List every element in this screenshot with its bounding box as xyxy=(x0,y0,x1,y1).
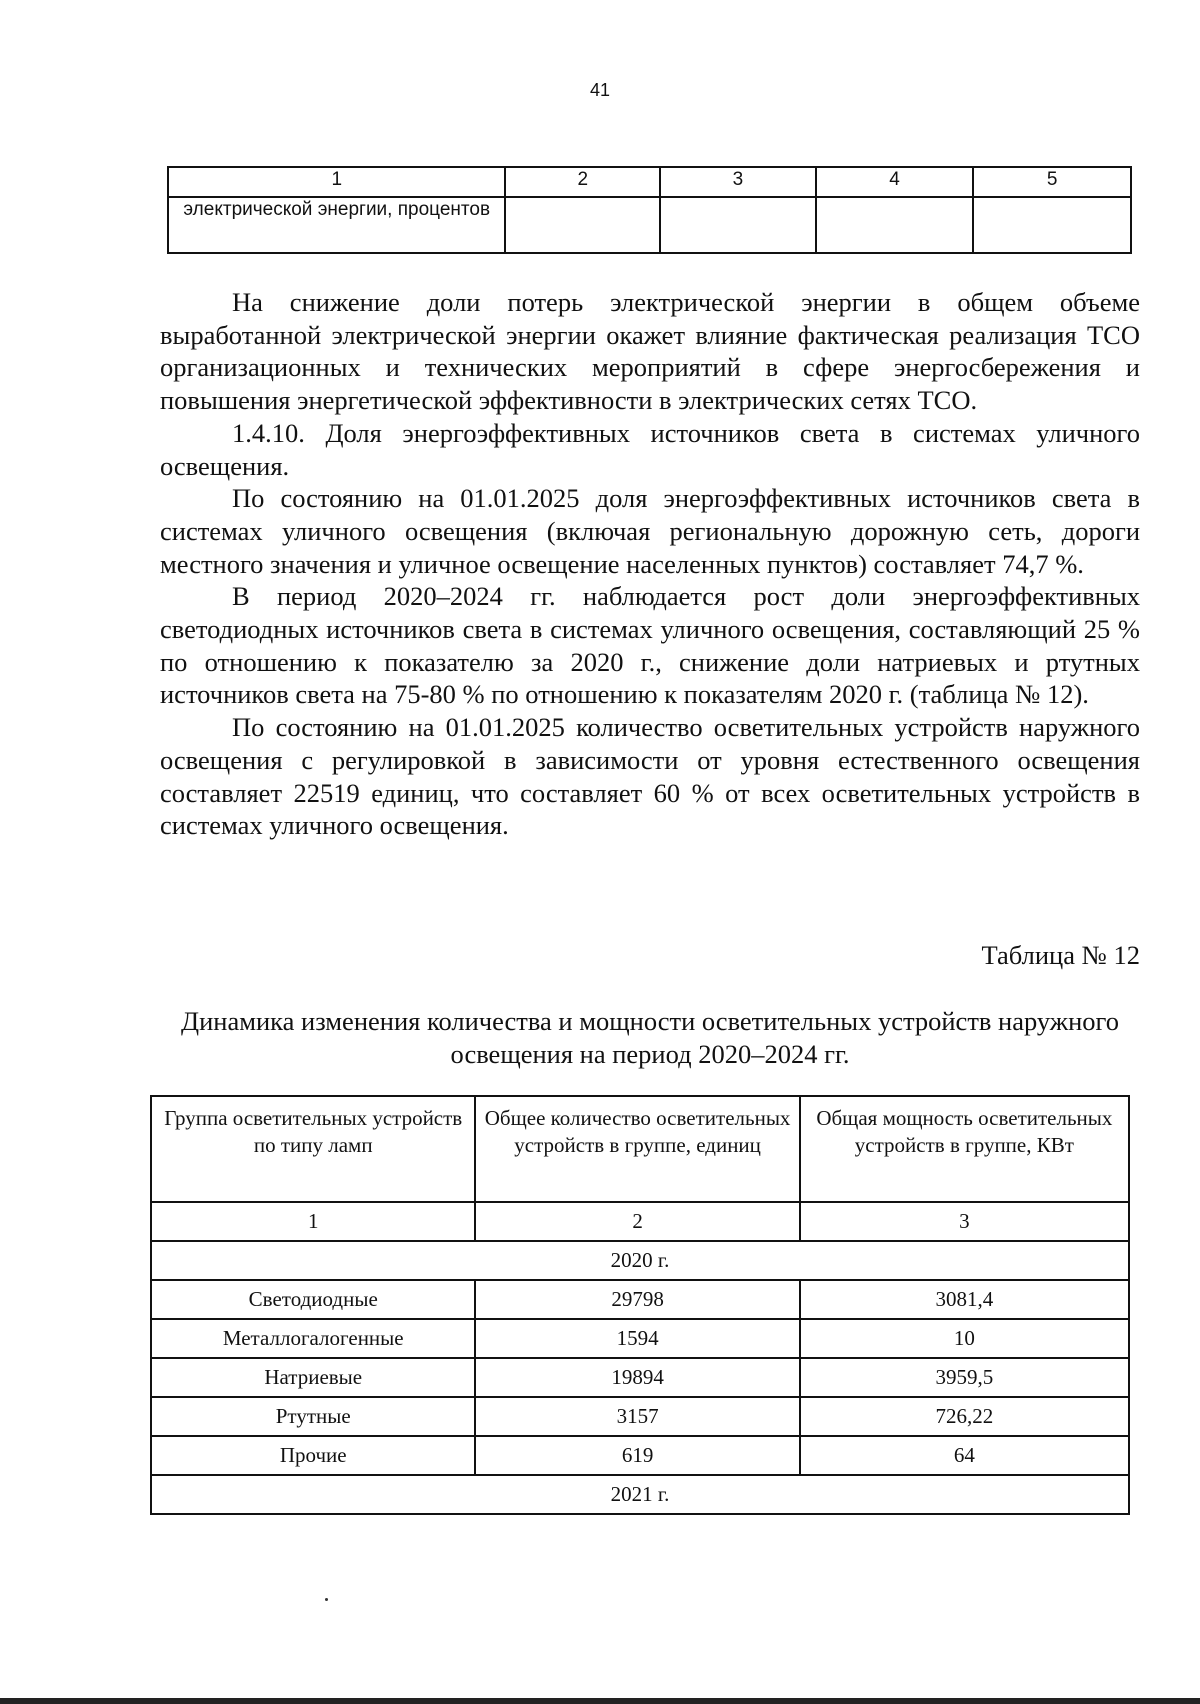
power-cell: 10 xyxy=(800,1319,1129,1358)
section-heading-1-4-10: 1.4.10. Доля энергоэффективных источников света в системах уличного освещения. xyxy=(160,417,1140,481)
table-row xyxy=(151,1358,1129,1397)
header-power: Общая мощность осветительных устройств в группе, КВт xyxy=(800,1096,1129,1202)
page-number: 41 xyxy=(589,80,611,100)
column-number: 1 xyxy=(151,1202,475,1241)
body-text xyxy=(160,286,1140,842)
count-cell: 1594 xyxy=(475,1319,799,1358)
table-cell xyxy=(816,197,974,253)
continued-table-row xyxy=(168,197,1131,253)
year-2021-cell: 2021 г. xyxy=(151,1475,1129,1514)
table-row xyxy=(151,1280,1129,1319)
table-row xyxy=(151,1397,1129,1436)
lamp-group-cell: Натриевые xyxy=(151,1358,475,1397)
count-cell: 3157 xyxy=(475,1397,799,1436)
table-cell xyxy=(973,197,1131,253)
lighting-devices-table xyxy=(150,1095,1130,1515)
paragraph-losses: На снижение доли потерь электрической энергии в общем объеме выработанной электрической энергии окажет влияние фактическая реализация ТСО организационных и технических мероприятий в сфере энергосбережения и повышения энергетической эффективности в электрических сетях ТСО. xyxy=(160,287,1140,416)
lamp-group-cell: Металлогалогенные xyxy=(151,1319,475,1358)
lamp-group-cell: Ртутные xyxy=(151,1397,475,1436)
year-row xyxy=(151,1241,1129,1280)
header-count: Общее количество осветительных устройств в группе, единиц xyxy=(475,1096,799,1202)
scan-bottom-edge xyxy=(0,1698,1200,1704)
power-cell: 3959,5 xyxy=(800,1358,1129,1397)
power-cell: 64 xyxy=(800,1436,1129,1475)
column-number: 4 xyxy=(816,167,974,197)
column-number: 3 xyxy=(660,167,816,197)
indicator-name-cell: электрической энергии, процентов xyxy=(168,197,505,253)
table-cell xyxy=(660,197,816,253)
continued-table xyxy=(167,166,1132,254)
column-number: 3 xyxy=(800,1202,1129,1241)
year-2020-cell: 2020 г. xyxy=(151,1241,1129,1280)
column-number: 1 xyxy=(168,167,505,197)
paragraph-share-efficient: По состоянию на 01.01.2025 доля энергоэффективных источников света в системах уличного освещения (включая региональную дорожную сеть, дороги местного значения и уличное освещение населенных пунктов) составляет 74,7 %. xyxy=(160,483,1140,579)
paragraph-period-growth: В период 2020–2024 гг. наблюдается рост доли энергоэффективных светодиодных источников света в системах уличного освещения, составляющий 25 % по отношению к показателю за 2020 г., снижение доли натриевых и ртутных источников света на 75-80 % по отношению к показателям 2020 г. (таблица № 12). xyxy=(160,581,1140,710)
table-header-row xyxy=(151,1096,1129,1202)
table-cell xyxy=(505,197,660,253)
continued-table-header-row xyxy=(168,167,1131,197)
column-number: 2 xyxy=(505,167,660,197)
table-row xyxy=(151,1436,1129,1475)
paragraph-regulated-devices: По состоянию на 01.01.2025 количество осветительных устройств наружного освещения с регулировкой в зависимости от уровня естественного освещения составляет 22519 единиц, что составляет 60 % от всех осветительных устройств в системах уличного освещения. xyxy=(160,712,1140,841)
column-number: 2 xyxy=(475,1202,799,1241)
count-cell: 619 xyxy=(475,1436,799,1475)
power-cell: 3081,4 xyxy=(800,1280,1129,1319)
year-row xyxy=(151,1475,1129,1514)
count-cell: 19894 xyxy=(475,1358,799,1397)
table-caption: Динамика изменения количества и мощности осветительных устройств наружного освещения на период 2020–2024 гг. xyxy=(181,1006,1119,1069)
table-number-label: Таблица № 12 xyxy=(981,940,1140,970)
header-group: Группа осветительных устройств по типу ламп xyxy=(151,1096,475,1202)
power-cell: 726,22 xyxy=(800,1397,1129,1436)
lamp-group-cell: Светодиодные xyxy=(151,1280,475,1319)
scan-speck xyxy=(325,1598,328,1601)
table-row xyxy=(151,1319,1129,1358)
count-cell: 29798 xyxy=(475,1280,799,1319)
lamp-group-cell: Прочие xyxy=(151,1436,475,1475)
column-numbers-row xyxy=(151,1202,1129,1241)
column-number: 5 xyxy=(973,167,1131,197)
